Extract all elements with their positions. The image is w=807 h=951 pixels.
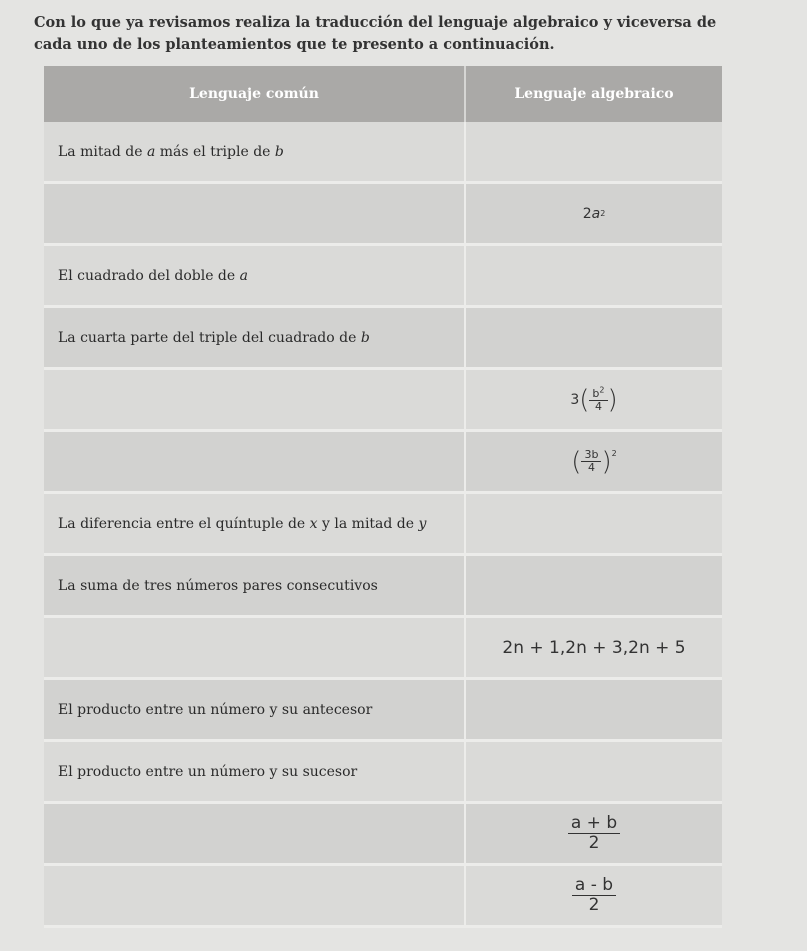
text-segment: más el triple de [155, 143, 275, 160]
variable: b [360, 329, 370, 346]
algebraic-expression [571, 446, 617, 477]
variable: y [418, 515, 427, 532]
header-algebraic-language: Lenguaje algebraico [465, 66, 722, 122]
header-common-language: Lenguaje común [44, 66, 465, 122]
table-row [44, 555, 722, 617]
right-paren: ) [601, 446, 612, 477]
coefficient: 3 [570, 391, 580, 408]
common-language-cell [44, 122, 465, 183]
algebraic-language-cell [465, 369, 722, 431]
table-row [44, 679, 722, 741]
text-segment: La mitad de [58, 143, 147, 160]
right-paren: ) [607, 384, 618, 415]
text-segment: y la mitad de [317, 515, 419, 532]
variable: a [239, 267, 248, 284]
algebraic-language-cell [465, 741, 722, 803]
algebraic-expression [568, 814, 620, 852]
left-paren: ( [571, 446, 582, 477]
algebraic-language-cell [465, 679, 722, 741]
fraction-numerator: 3b [581, 449, 601, 462]
algebraic-expression: 2n + 1,2n + 3,2n + 5 [502, 637, 686, 658]
fraction [572, 876, 616, 914]
text-segment: La cuarta parte del triple del cuadrado de [58, 329, 361, 346]
common-language-cell [44, 555, 465, 617]
common-language-cell [44, 245, 465, 307]
algebraic-language-cell [465, 555, 722, 617]
fraction [589, 386, 607, 413]
common-language-cell [44, 307, 465, 369]
exponent: 2 [599, 385, 605, 395]
table-row [44, 493, 722, 555]
table-row [44, 245, 722, 307]
table-row [44, 369, 722, 431]
text-segment: El producto entre un número y su antecesor [58, 701, 373, 718]
algebraic-language-cell [465, 245, 722, 307]
text-segment: La suma de tres números pares consecutivos [58, 577, 378, 594]
variable: b [274, 143, 284, 160]
fraction-denominator: 4 [587, 461, 595, 474]
fraction-denominator: 4 [594, 399, 602, 413]
variable: x [309, 515, 318, 532]
common-language-cell [44, 865, 465, 927]
algebraic-language-cell [465, 122, 722, 183]
instructions-text: Con lo que ya revisamos realiza la traducción del lenguaje algebraico y viceversa de cada uno de los planteamientos que te presento a continuación. [34, 14, 717, 53]
fraction-denominator: 2 [588, 833, 600, 853]
algebraic-language-cell [465, 431, 722, 493]
table-header-row [44, 66, 722, 122]
table-row [44, 122, 722, 183]
text-segment: La diferencia entre el quíntuple de [58, 515, 310, 532]
exponent: 2 [611, 448, 617, 458]
fraction-denominator: 2 [588, 895, 600, 915]
common-language-cell [44, 803, 465, 865]
algebraic-language-cell [465, 865, 722, 927]
fraction-numerator [589, 386, 607, 401]
common-language-cell [44, 431, 465, 493]
fraction [568, 814, 620, 852]
algebraic-language-cell [465, 617, 722, 679]
text-segment: El producto entre un número y su sucesor [58, 763, 358, 780]
table-row [44, 617, 722, 679]
common-language-cell [44, 679, 465, 741]
table-row [44, 183, 722, 245]
table-body [44, 122, 722, 927]
common-language-cell [44, 493, 465, 555]
coefficient: 2 [582, 205, 592, 222]
algebraic-language-cell [465, 183, 722, 245]
table-row [44, 865, 722, 927]
exponent: 2 [600, 209, 606, 218]
algebraic-language-cell [465, 803, 722, 865]
text-segment: El cuadrado del doble de [58, 267, 240, 284]
algebraic-expression [572, 876, 616, 914]
common-language-cell [44, 369, 465, 431]
variable: a [146, 143, 156, 160]
translation-table [44, 66, 722, 928]
fraction [581, 449, 601, 474]
variable: b [592, 386, 600, 400]
common-language-cell [44, 183, 465, 245]
table-row [44, 431, 722, 493]
algebraic-expression [570, 386, 617, 413]
table-row [44, 307, 722, 369]
variable: a [591, 205, 601, 222]
numerator-power [592, 387, 604, 400]
left-paren: ( [579, 384, 590, 415]
fraction-numerator: a + b [568, 814, 620, 834]
algebraic-expression [583, 206, 606, 222]
fraction-numerator: a - b [572, 876, 616, 896]
table-row [44, 803, 722, 865]
table-row [44, 741, 722, 803]
common-language-cell [44, 617, 465, 679]
algebraic-language-cell [465, 307, 722, 369]
algebraic-language-cell [465, 493, 722, 555]
common-language-cell [44, 741, 465, 803]
